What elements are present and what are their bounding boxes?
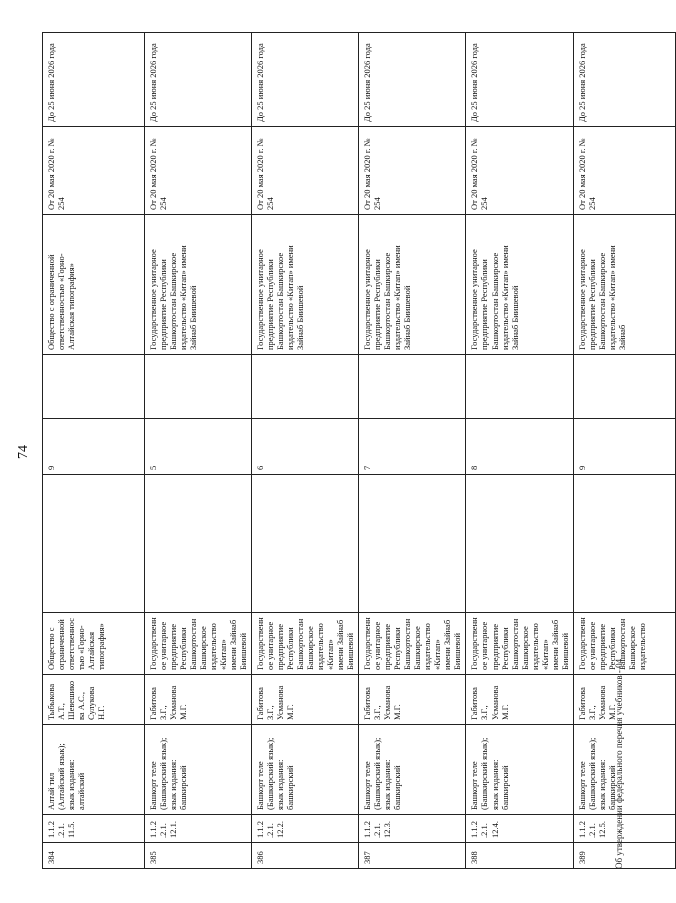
- publisher-repeat-cell: Государственное унитарное предприятие Республики Башкортостан Башкирское издательство «Китап» имени Зайнаб Биишевой: [359, 215, 466, 355]
- authors-cell: Габитова З.Г., Усманова М.Г.: [466, 675, 573, 725]
- publisher-repeat-cell: Государственное унитарное предприятие Республики Башкортостан Башкирское издательство «Китап» имени Зайнаб: [573, 215, 675, 355]
- empty-cell: [145, 355, 252, 419]
- empty-cell: [573, 355, 675, 419]
- authors-cell: Габитова З.Г., Усманова М.Г.: [252, 675, 359, 725]
- textbook-title: Башкорт теле (Башкирский язык); язык издания: башкирский: [466, 725, 573, 815]
- empty-cell: [359, 355, 466, 419]
- row-number: 389: [573, 843, 675, 869]
- grade-cell: 5: [145, 419, 252, 475]
- empty-cell: [252, 355, 359, 419]
- table-row: [145, 33, 252, 869]
- grade-cell: 9: [43, 419, 145, 475]
- validity-cell: До 25 июня 2026 года: [43, 33, 145, 127]
- grade-cell: 7: [359, 419, 466, 475]
- footer-text: Об утверждении федерального перечня учебников - 04: [614, 658, 624, 869]
- grade-cell: 6: [252, 419, 359, 475]
- order-cell: От 20 мая 2020 г. № 254: [573, 127, 675, 215]
- empty-cell: [359, 475, 466, 613]
- row-number: 384: [43, 843, 145, 869]
- order-cell: От 20 мая 2020 г. № 254: [145, 127, 252, 215]
- publisher-repeat-cell: Государственное унитарное предприятие Республики Башкортостан Башкирское издательство «Китап» имени Зайнаб Биишевой: [145, 215, 252, 355]
- order-cell: От 20 мая 2020 г. № 254: [43, 127, 145, 215]
- authors-cell: Габитова З.Г., Усманова М.Г.: [145, 675, 252, 725]
- grade-cell: 8: [466, 419, 573, 475]
- table-row: [252, 33, 359, 869]
- row-number: 387: [359, 843, 466, 869]
- validity-cell: До 25 июня 2026 года: [466, 33, 573, 127]
- textbook-title: Башкорт теле (Башкирский язык); язык издания: башкирский: [252, 725, 359, 815]
- table-row: [43, 33, 145, 869]
- empty-cell: [252, 475, 359, 613]
- validity-cell: До 25 июня 2026 года: [145, 33, 252, 127]
- table-row: [466, 33, 573, 869]
- page-number: 74: [16, 445, 31, 459]
- validity-cell: До 25 июня 2026 года: [359, 33, 466, 127]
- order-cell: От 20 мая 2020 г. № 254: [466, 127, 573, 215]
- empty-cell: [466, 475, 573, 613]
- textbook-list-table: [42, 32, 676, 869]
- empty-cell: [43, 475, 145, 613]
- section-code: 1.1.2.2.1.12.2.: [252, 815, 359, 843]
- empty-cell: [43, 355, 145, 419]
- section-code: 1.1.2.2.1.11.5.: [43, 815, 145, 843]
- row-number: 388: [466, 843, 573, 869]
- authors-cell: Габитова З.Г., Усманова М.Г.: [359, 675, 466, 725]
- validity-cell: До 25 июня 2026 года: [252, 33, 359, 127]
- publisher-cell: Государственное унитарное предприятие Республики Башкортостан Башкирское издательство «Китап» имени Зайнаб Биишевой: [359, 613, 466, 675]
- section-code: 1.1.2.2.1.12.5.: [573, 815, 675, 843]
- textbook-title: Башкорт теле (Башкирский язык); язык издания: башкирский: [359, 725, 466, 815]
- grade-cell: 9: [573, 419, 675, 475]
- publisher-cell: Государственное унитарное предприятие Республики Башкортостан Башкирское издательство: [573, 613, 675, 675]
- authors-cell: Габитова З.Г., Усманова М.Г.: [573, 675, 675, 725]
- textbook-title: Башкорт теле (Башкирский язык); язык издания: башкирский: [145, 725, 252, 815]
- publisher-cell: Государственное унитарное предприятие Республики Башкортостан Башкирское издательство «Китап» имени Зайнаб Биишевой: [145, 613, 252, 675]
- table-row: [359, 33, 466, 869]
- section-code: 1.1.2.2.1.12.3.: [359, 815, 466, 843]
- publisher-cell: Государственное унитарное предприятие Республики Башкортостан Башкирское издательство «Китап» имени Зайнаб Биишевой: [252, 613, 359, 675]
- empty-cell: [145, 475, 252, 613]
- textbook-title: Башкорт теле (Башкирский язык); язык издания: башкирский: [573, 725, 675, 815]
- empty-cell: [466, 355, 573, 419]
- publisher-cell: Государственное унитарное предприятие Республики Башкортостан Башкирское издательство «Китап» имени Зайнаб Биишевой: [466, 613, 573, 675]
- validity-cell: До 25 июня 2026 года: [573, 33, 675, 127]
- row-number: 386: [252, 843, 359, 869]
- table-row: [573, 33, 675, 869]
- publisher-repeat-cell: Государственное унитарное предприятие Республики Башкортостан Башкирское издательство «Китап» имени Зайнаб Биишевой: [466, 215, 573, 355]
- publisher-repeat-cell: Общество с ограниченной ответственностью «Горно-Алтайская типография»: [43, 215, 145, 355]
- publisher-cell: Общество с ограниченной ответственностью «Горно-Алтайская типография»: [43, 613, 145, 675]
- empty-cell: [573, 475, 675, 613]
- textbook-title: Алтай тил (Алтайский язык); язык издания: алтайский: [43, 725, 145, 815]
- authors-cell: Тыбыкова А.Т., Шевешикова А.С., Сулукова Н.Г.: [43, 675, 145, 725]
- order-cell: От 20 мая 2020 г. № 254: [252, 127, 359, 215]
- order-cell: От 20 мая 2020 г. № 254: [359, 127, 466, 215]
- row-number: 385: [145, 843, 252, 869]
- section-code: 1.1.2.2.1.12.1.: [145, 815, 252, 843]
- publisher-repeat-cell: Государственное унитарное предприятие Республики Башкортостан Башкирское издательство «Китап» имени Зайнаб Биишевой: [252, 215, 359, 355]
- section-code: 1.1.2.2.1.12.4.: [466, 815, 573, 843]
